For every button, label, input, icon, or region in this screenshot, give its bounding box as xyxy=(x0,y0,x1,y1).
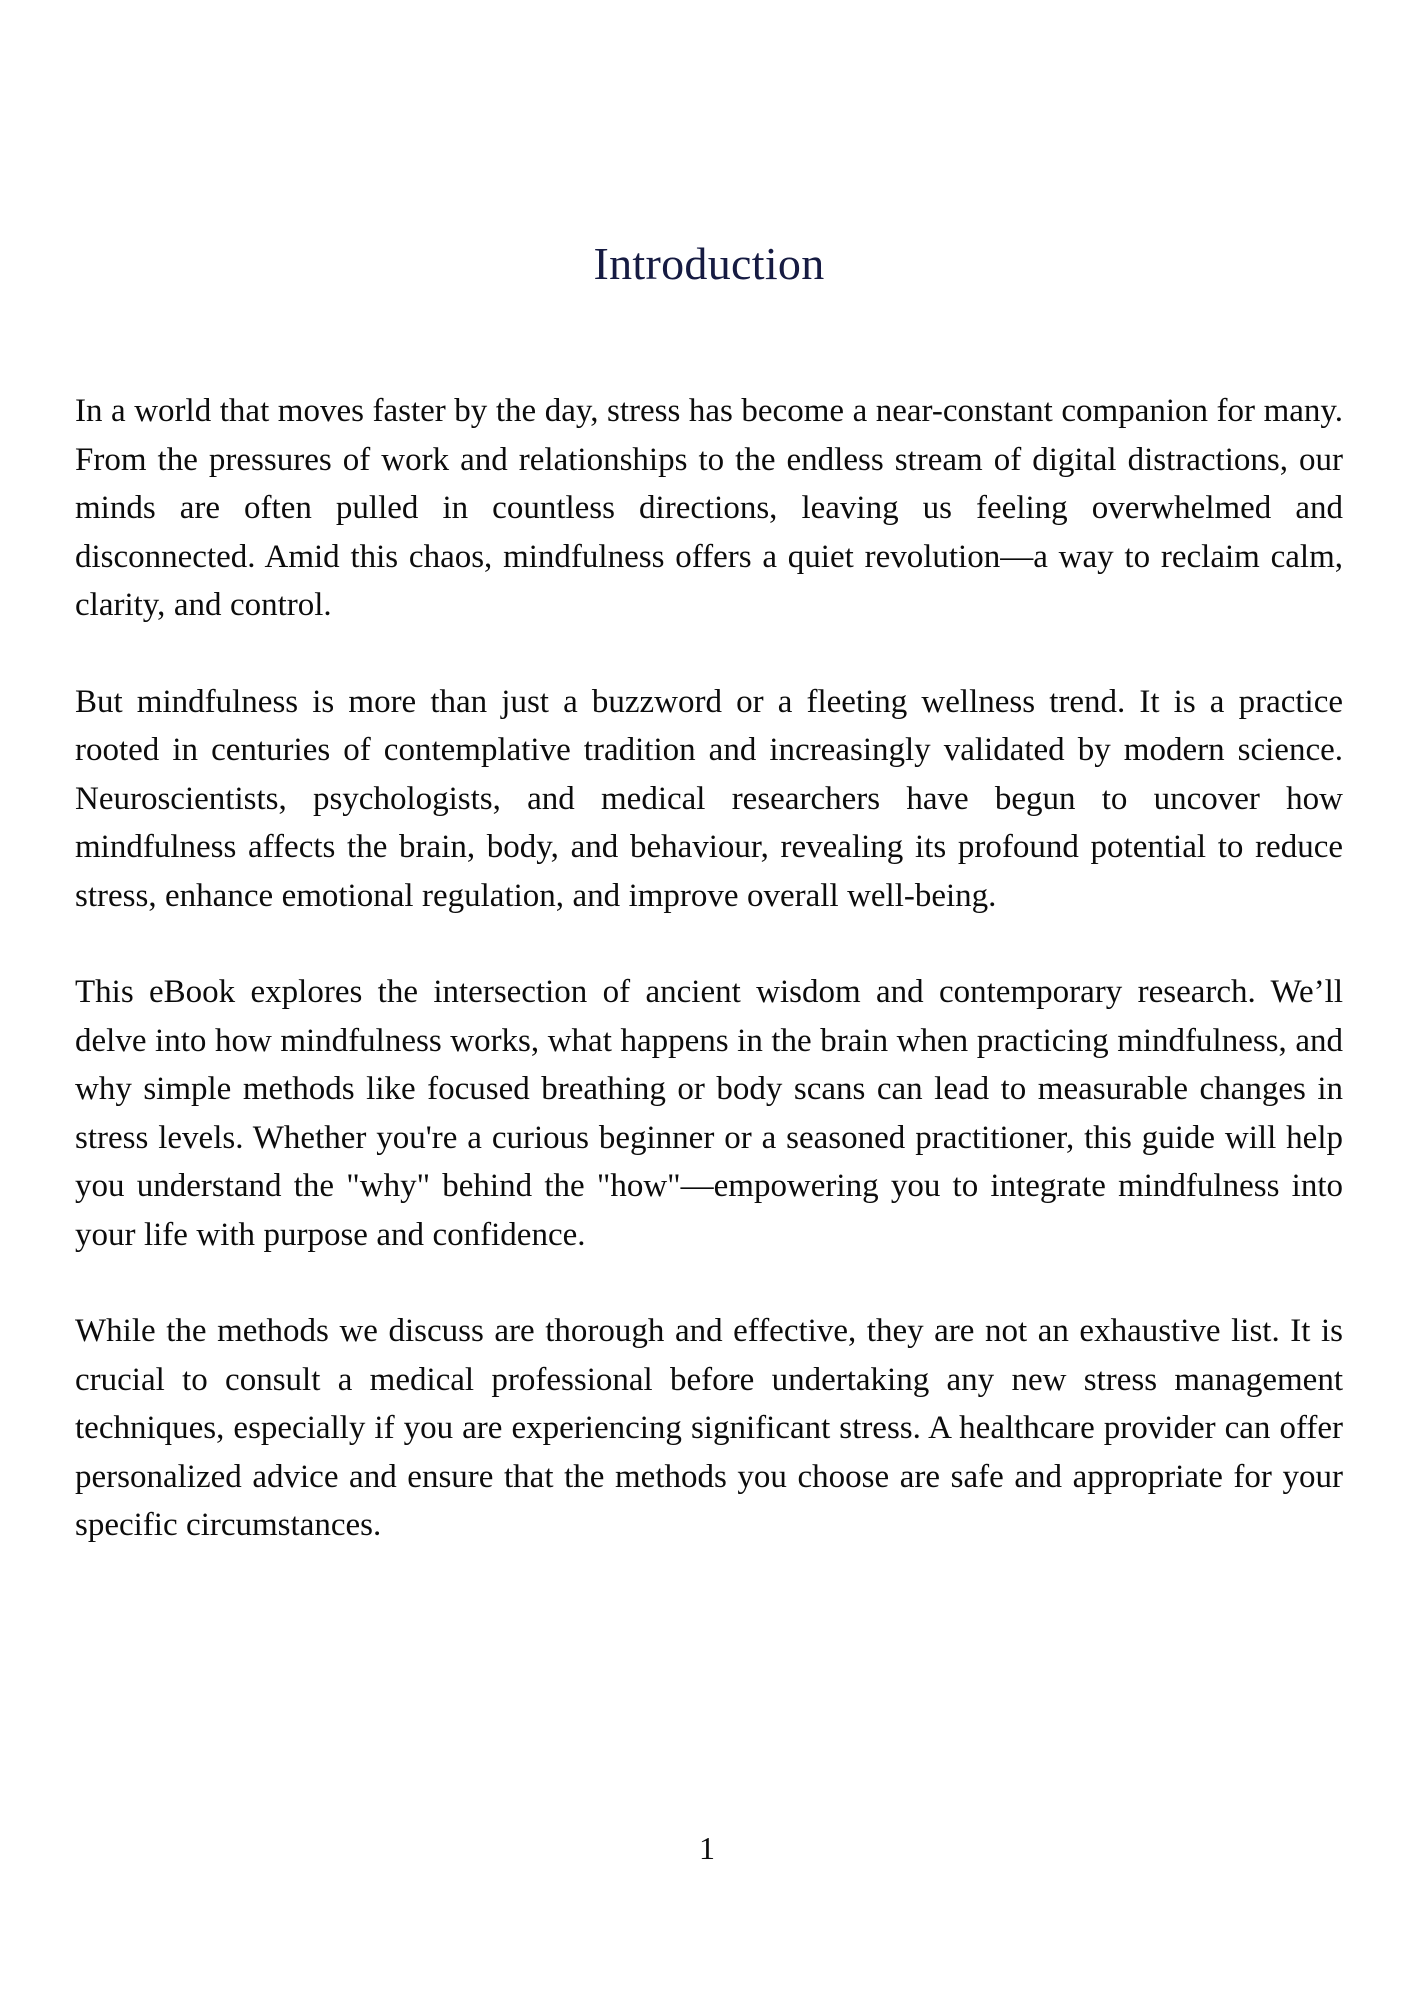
paragraph-2: But mindfulness is more than just a buzzword or a fleeting wellness trend. It is a practice rooted in centuries of contemplative tradition and increasingly validated by modern science. Neuroscientists, psychologists, and medical researchers have begun to uncover how mindfulness affects the brain, body, and behaviour, revealing its profound potential to reduce stress, enhance emotional regulation, and improve overall well-being. xyxy=(75,683,1343,914)
paragraph-4: While the methods we discuss are thorough and effective, they are not an exhaustive list. It is crucial to consult a medical professional before undertaking any new stress management techniques, especially if you are experiencing significant stress. A healthcare provider can offer personalized advice and ensure that the methods you choose are safe and appropriate for your specific circumstances. xyxy=(75,1313,1343,1544)
page-content-column xyxy=(75,0,1343,1550)
paragraph-3: This eBook explores the intersection of ancient wisdom and contemporary research. We’ll delve into how mindfulness works, what happens in the brain when practicing mindfulness, and why simple methods like focused breathing or body scans can lead to measurable changes in stress levels. Whether you're a curious beginner or a seasoned practitioner, this guide will help you understand the "why" behind the "how"—empowering you to integrate mindfulness into your life with purpose and confidence. xyxy=(75,974,1343,1253)
page-number: 1 xyxy=(699,1830,715,1866)
paragraph-1: In a world that moves faster by the day, stress has become a near-constant companion for many. From the pressures of work and relationships to the endless stream of digital distractions, our minds are often pulled in countless directions, leaving us feeling overwhelmed and disconnected. Amid this chaos, mindfulness offers a quiet revolution—a way to reclaim calm, clarity, and control. xyxy=(75,393,1343,624)
page-title: Introduction xyxy=(593,238,825,289)
body-text-block xyxy=(75,387,1343,1550)
